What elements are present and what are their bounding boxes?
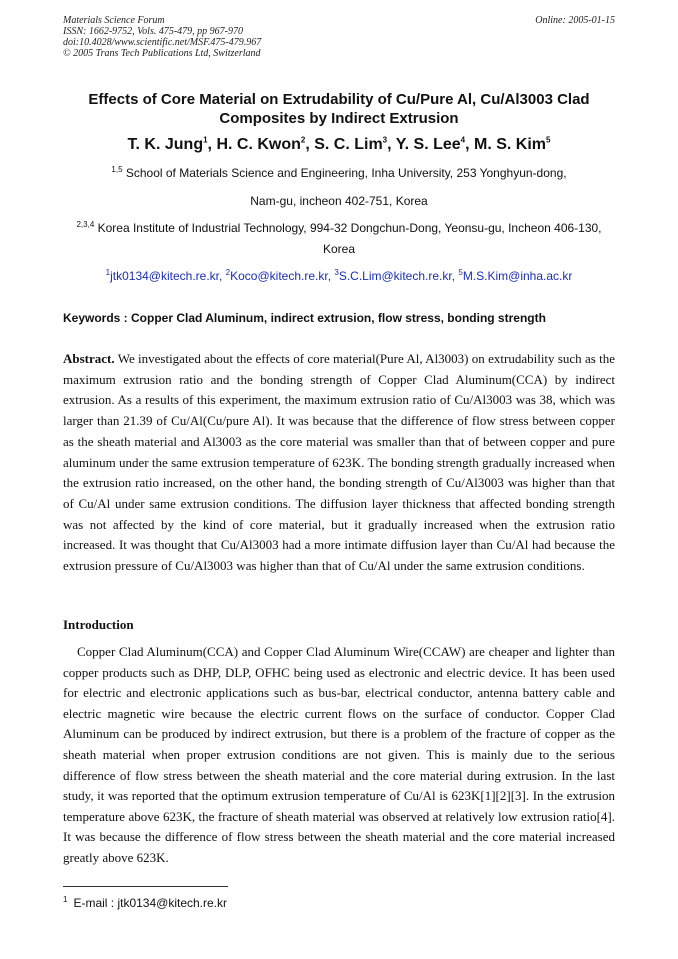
email-list: $^1$jtk0134@kitech.re.kr, $^2$Koco@kitech.re.kr, $^3$S.C.Lim@kitech.re.kr, $^5$M.S.Kim@inha.ac.kr: [105, 268, 573, 283]
affiliation-kitech-country: Korea: [322, 242, 356, 256]
abstract-text: We investigated about the effects of core material(Pure Al, Al3003) on extrudability such as the maximum extrusion ratio and the bonding strength of Copper Clad Aluminum(CCA) by indirect extrusion. As a results of this experiment, the maximum extrusion ratio of Cu/Al3003 was 38, which was larger than 21.39 of Cu/Al(Cu/pure Al). It was because that the difference of flow stress between copper as the sheath material and Al3003 as the core material was smaller than that of between copper and pure aluminum under the same extrusion temperature of 623K. The bonding strength gradually increased when the extrusion ratio increased, on the other hand, the bonding strength of Cu/Al3003 was higher than that of Cu/Al under same extrusion conditions. The diffusion layer thickness that affected bonding strength was not affected by the kind of core material, but it gradually increased when the extrusion ratio increased. It was thought that Cu/Al3003 had a more intimate diffusion layer than Cu/Al had because the extrusion pressure of Cu/Al3003 was higher than that of Cu/Al under the same extrusion conditions.: [63, 351, 615, 574]
abstract: [63, 349, 615, 577]
author: Y. S. Lee$^4$,: [395, 135, 474, 153]
online-date: Online: 2005-01-15: [535, 15, 615, 26]
author: S. C. Lim$^3$,: [314, 135, 396, 153]
copyright-line: © 2005 Trans Tech Publications Ltd, Switzerland: [63, 48, 261, 59]
author-list: [63, 135, 615, 155]
affiliation-kitech: $^{2,3,4}$ Korea Institute of Industrial Technology, 994-32 Dongchun-Dong, Yeonsu-gu, Incheon 406-130,: [76, 220, 602, 235]
section-heading-introduction: Introduction: [63, 617, 134, 632]
abstract-label: Abstract.: [63, 351, 115, 366]
footnote: $^1$ E-mail : jtk0134@kitech.re.kr: [63, 895, 228, 910]
email-link[interactable]: $^1$jtk0134@kitech.re.kr: [105, 268, 219, 283]
email-link[interactable]: $^3$S.C.Lim@kitech.re.kr: [334, 268, 452, 283]
journal-header: [63, 15, 423, 59]
affiliation-inha: $^{1,5}$ School of Materials Science and Engineering, Inha University, 253 Yonghyun-dong,: [111, 165, 567, 180]
doi-line: doi:10.4028/www.scientific.net/MSF.475-479.967: [63, 37, 262, 48]
footnote-divider: [63, 886, 228, 887]
issn-line: ISSN: 1662-9752, Vols. 475-479, pp 967-970: [63, 26, 243, 37]
email-link[interactable]: $^2$Koco@kitech.re.kr: [225, 268, 328, 283]
journal-name: Materials Science Forum: [63, 15, 165, 26]
author: T. K. Jung$^1$,: [127, 135, 217, 153]
email-link[interactable]: $^5$M.S.Kim@inha.ac.kr: [458, 268, 573, 283]
paper-title: Effects of Core Material on Extrudability of Cu/Pure Al, Cu/Al3003 Clad Composites by Indirect Extrusion: [88, 91, 590, 127]
keywords: Keywords : Copper Clad Aluminum, indirect extrusion, flow stress, bonding strength: [63, 311, 546, 325]
author: H. C. Kwon$^2$,: [216, 135, 315, 153]
affiliation-inha-address: Nam-gu, incheon 402-751, Korea: [250, 194, 428, 208]
author: M. S. Kim$^5$: [474, 135, 551, 153]
introduction-paragraph: Copper Clad Aluminum(CCA) and Copper Clad Aluminum Wire(CCAW) are cheaper and lighter than copper products such as DHP, DLP, OFHC being used as electronic and electric device. It has been used for electric and electronic applications such as bus-bar, electrical conductor, antenna battery cable and electric magnetic wire because the electric current flows on the surface of conductor. Copper Clad Aluminum can be produced by indirect extrusion, but there is a problem of the fracture of copper as the sheath material when proper extrusion conditions are not given. This is mainly due to the serious difference of flow stress between the sheath material and the core material during extrusion. In the last study, it was reported that the optimum extrusion temperature of Cu/Al is 623K[1][2][3]. In the extrusion temperature above 623K, the fracture of sheath material was observed at relatively low extrusion ratio[4]. It was because the difference of flow stress between the sheath material and the core material increased greatly above 623K.: [63, 644, 615, 865]
